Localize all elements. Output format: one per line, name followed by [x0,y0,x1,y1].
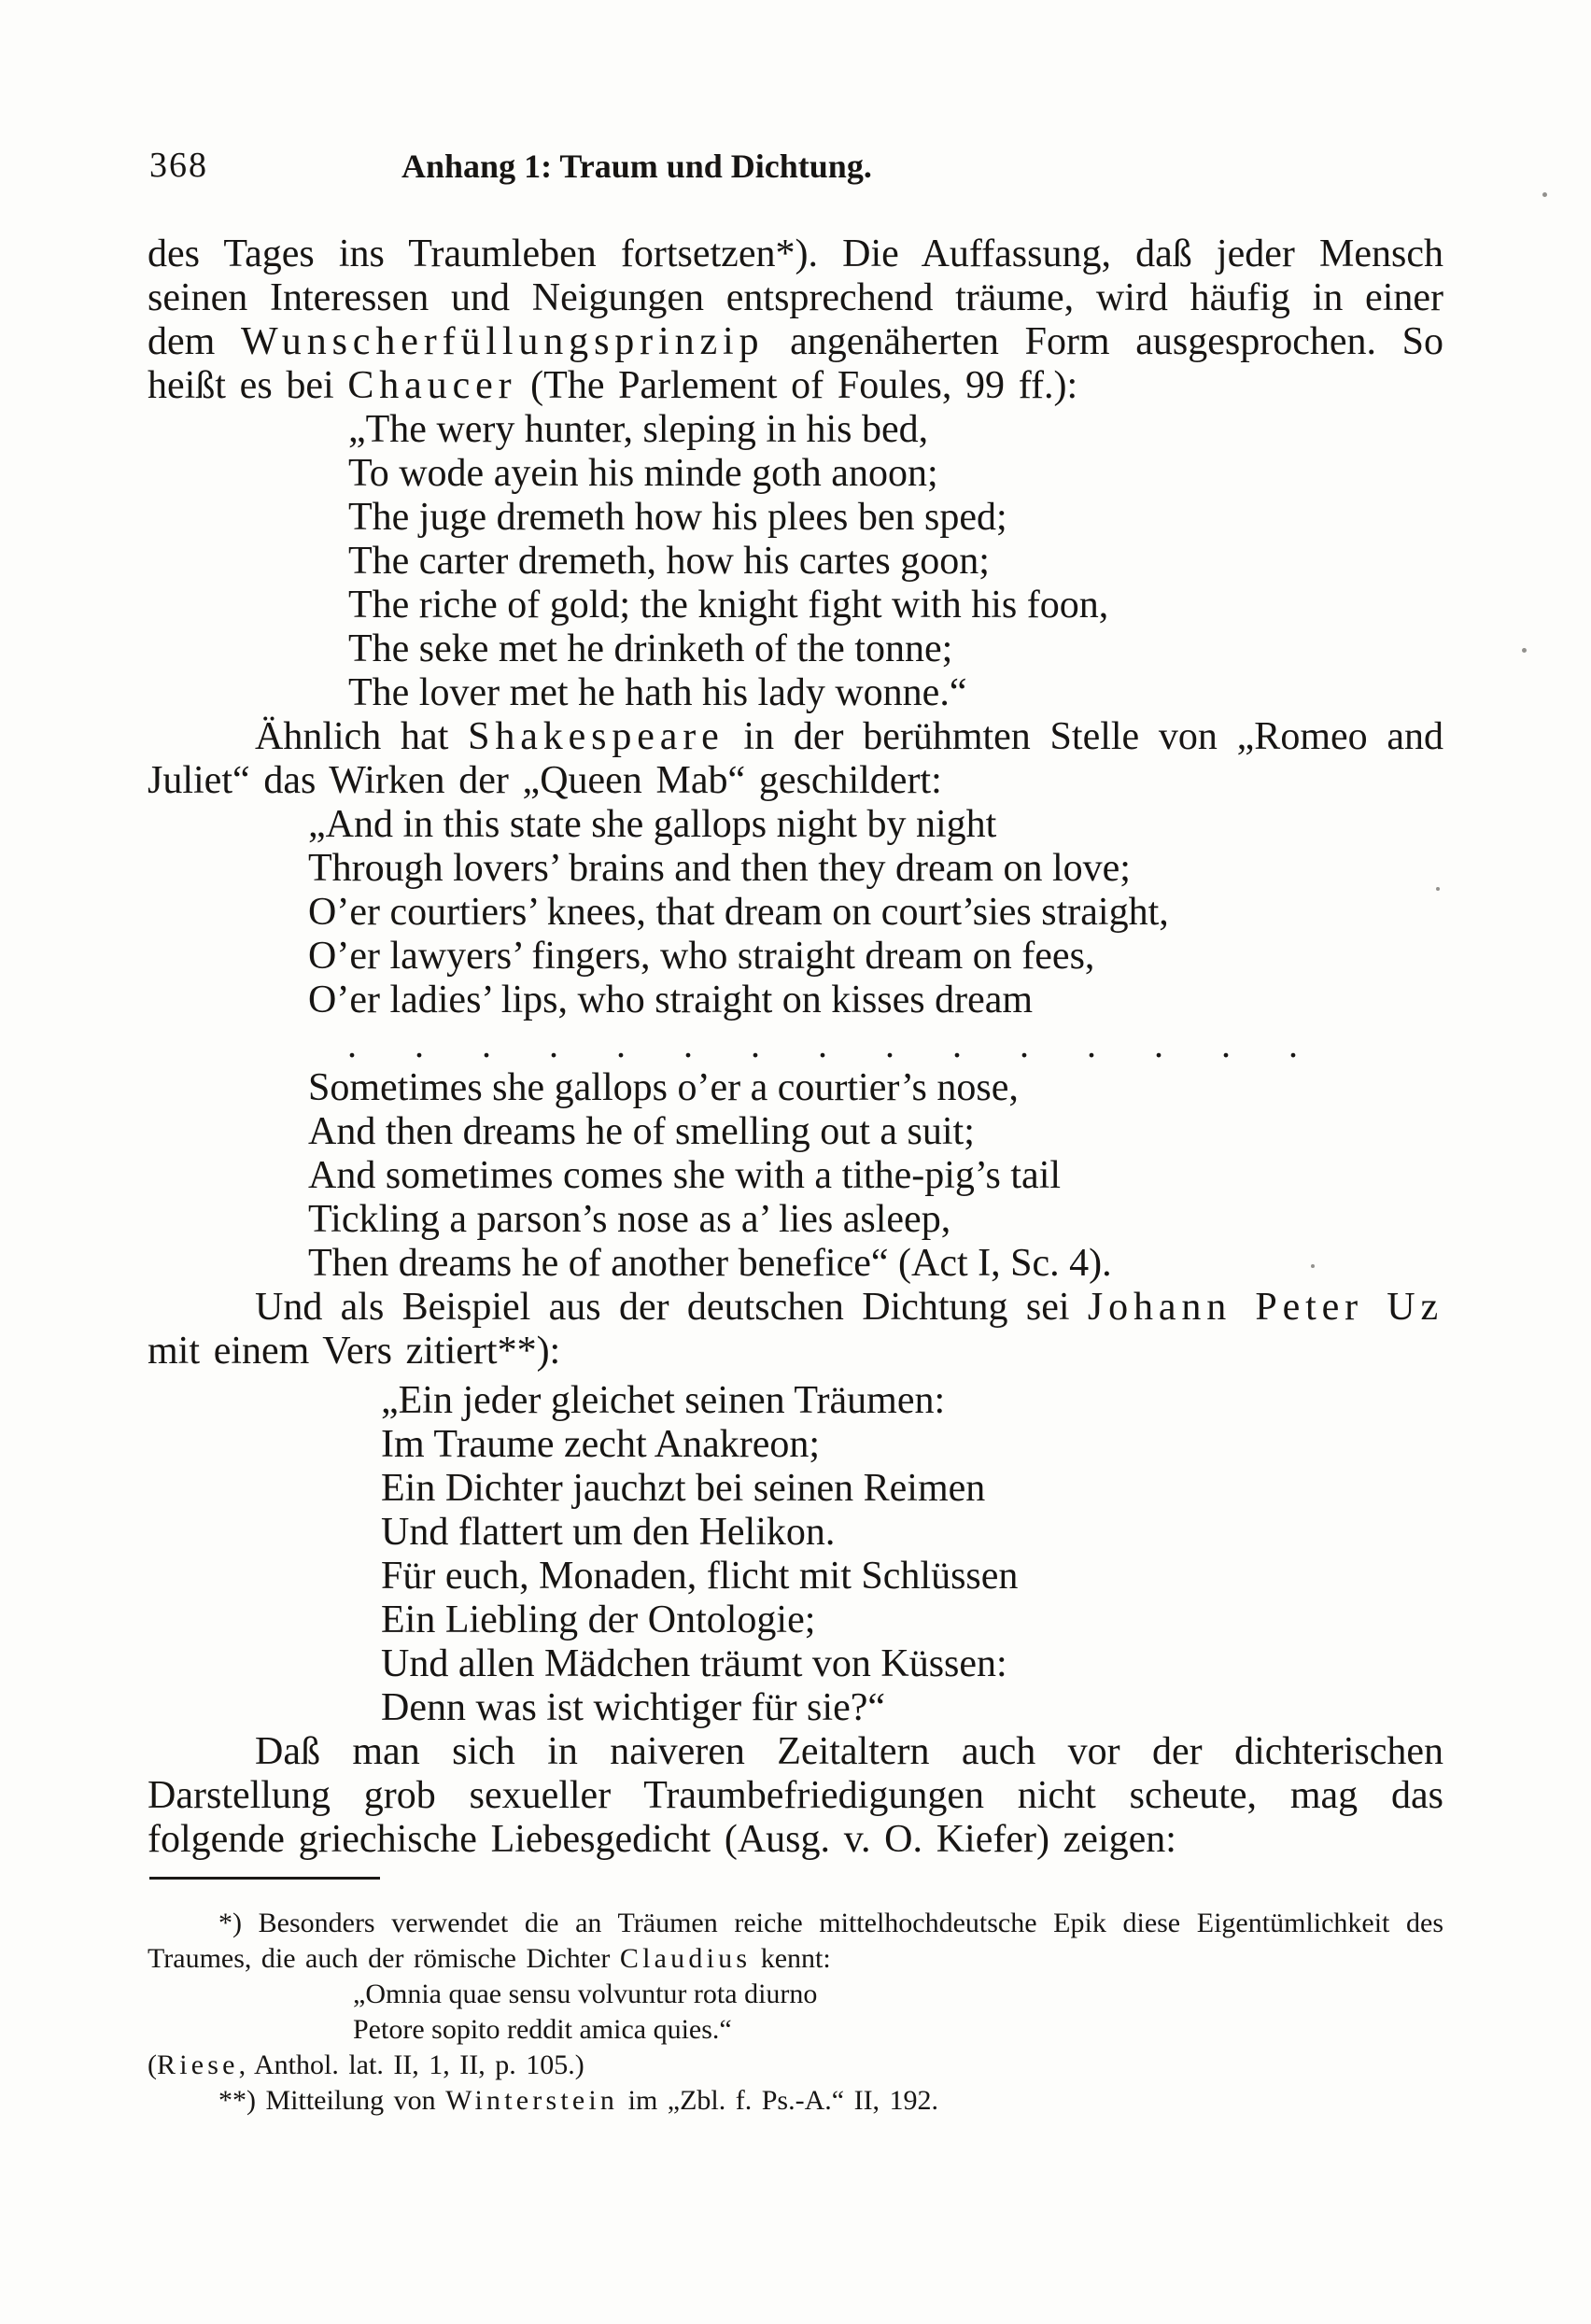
ellipsis-row: . . . . . . . . . . . . . . . [347,1023,1300,1065]
poem-line: The lover met he hath his lady wonne.“ [348,671,967,714]
poem-line: Then dreams he of another benefice“ (Act I, Sc. 4). [308,1242,1112,1285]
poem-line: The carter dremeth, how his cartes goon; [348,540,990,583]
latin-verse [353,1977,1443,2048]
author-name-winterstein: Winterstein [445,2085,619,2116]
poem-line: To wode ayein his minde goth anoon; [348,452,938,495]
scan-speckle [1522,648,1527,653]
poem-line: „Omnia quae sensu volvuntur rota diurno [353,1979,818,2009]
author-name-uz: Johann Peter Uz [1087,1286,1443,1329]
author-name-riese: Riese [157,2049,239,2080]
text-run: Ähnlich hat [255,715,469,758]
author-name-claudius: Claudius [619,1943,752,1974]
text-run: im „Zbl. f. Ps.-A.“ II, 192. [618,2085,939,2116]
text-run: **) Mitteilung von [218,2085,446,2116]
poem-line: The riche of gold; the knight fight with his foon, [348,584,1109,627]
poem-queen-mab [308,803,1443,1286]
poem-line: Petore sopito reddit amica quies.“ [353,2014,732,2045]
text-run: , Anthol. lat. II, 1, II, p. 105.) [238,2049,584,2080]
scan-speckle [1542,192,1547,197]
scan-speckle [1311,1264,1315,1268]
footnote-1 [148,1906,1443,1977]
text-run: angenäherten Form ausgesprochen. So heißt es bei [148,320,1443,407]
poem-line: Tickling a parson’s nose as a’ lies asleep, [308,1198,951,1241]
poem-uz [381,1379,1443,1730]
main-text-block [148,232,1443,1862]
poem-line: „The wery hunter, sleping in his bed, [348,408,929,451]
text-run: in der berühmten Stelle von „Romeo and Juliet“ das Wirken der „Queen Mab“ geschildert: [148,715,1444,802]
paragraph-shakespeare [148,715,1443,803]
footnote-separator [149,1877,380,1880]
author-name-chaucer: Chaucer [347,364,517,407]
running-head [148,145,1443,186]
poem-line: Through lovers’ brains and then they dream on love; [308,847,1131,890]
text-run: mit einem Vers zitiert**): [148,1330,561,1373]
poem-line: And sometimes comes she with a tithe-pig’s tail [308,1154,1062,1197]
page-number: 368 [149,146,208,185]
text-run: kennt: [751,1943,831,1974]
emphasized-term: Wunscherfüllungsprinzip [240,320,765,363]
poem-line: Ein Liebling der Ontologie; [381,1599,816,1641]
footnote-2 [148,2083,1443,2119]
paragraph-uz [148,1286,1443,1373]
poem-line: Und flattert um den Helikon. [381,1511,836,1554]
paragraph-intro [148,232,1443,408]
poem-line: Sometimes she gallops o’er a courtier’s nose, [308,1066,1019,1109]
poem-chaucer [348,408,1443,715]
poem-line: Denn was ist wichtiger für sie?“ [381,1686,885,1729]
text-run: *) Besonders verwendet die an Träumen reiche mittelhochdeutsche Epik diese Eigentümlichkeit des Traumes, die auch der römische Dichter [148,1908,1443,1974]
text-run: ( [148,2049,157,2080]
poem-line: The juge dremeth how his plees ben sped; [348,496,1007,539]
poem-line: „Ein jeder gleichet seinen Träumen: [381,1379,946,1422]
scan-speckle [1436,887,1440,891]
poem-line: The seke met he drinketh of the tonne; [348,627,953,670]
footnote-riese-citation [148,2048,1443,2083]
poem-line: O’er ladies’ lips, who straight on kisses dream [308,979,1034,1021]
poem-line: Ein Dichter jauchzt bei seinen Reimen [381,1467,986,1510]
text-run: Daß man sich in naiveren Zeitaltern auch vor der dichterischen Darstellung grob sexueller Traumbefriedigungen nicht scheute, mag das folgende griechische Liebesgedicht (Ausg. v. O. Kiefer) zeigen: [148,1730,1443,1861]
poem-line: And then dreams he of smelling out a suit; [308,1110,975,1153]
text-run: des Tages ins Traumleben fortsetzen*). Die Auffassung, daß jeder Mensch seinen Interessen und Neigungen entsprechend träume, wird häufig in einer dem [148,232,1443,363]
poem-line: Im Traume zecht Anakreon; [381,1423,821,1466]
poem-line: „And in this state she gallops night by night [308,803,997,846]
text-run: (The Parlement of Foules, 99 ff.): [516,364,1078,407]
poem-line: Für euch, Monaden, flicht mit Schlüssen [381,1555,1019,1598]
poem-line: O’er courtiers’ knees, that dream on court’sies straight, [308,891,1169,934]
text-run: Und als Beispiel aus der deutschen Dichtung sei [255,1286,1088,1329]
running-head-title: Anhang 1: Traum und Dichtung. [401,148,872,185]
author-name-shakespeare: Shakespeare [468,715,725,758]
footnotes-section [148,1906,1443,2119]
paragraph-greek-intro [148,1730,1443,1862]
poem-line: Und allen Mädchen träumt von Küssen: [381,1642,1007,1685]
poem-line: O’er lawyers’ fingers, who straight dream on fees, [308,935,1095,978]
